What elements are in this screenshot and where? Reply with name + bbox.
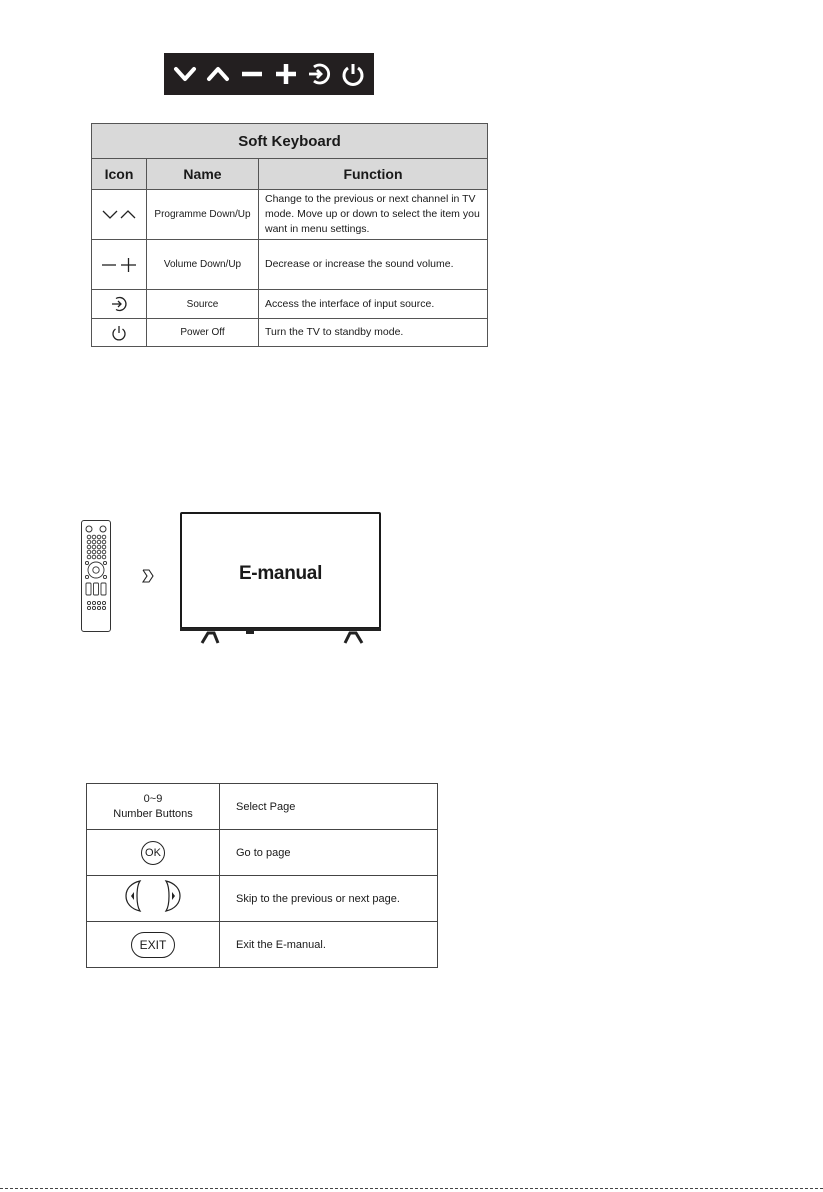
description-cell: Go to page: [220, 830, 438, 876]
ok-button: OK: [141, 841, 165, 865]
icon-cell: [92, 190, 147, 240]
description-cell: Exit the E-manual.: [220, 922, 438, 968]
minus-plus-icon: [101, 257, 137, 273]
table-row: [92, 190, 488, 240]
source-icon[interactable]: [305, 60, 333, 88]
key-cell: [87, 876, 220, 922]
table-caption: Soft Keyboard: [92, 124, 488, 159]
function-cell: Access the interface of input source.: [259, 290, 488, 319]
table-row: [87, 784, 438, 830]
bottom-divider: [0, 1188, 823, 1189]
number-buttons-label: Number Buttons: [113, 807, 193, 820]
tv-stand-icon: [180, 628, 381, 644]
power-icon[interactable]: [339, 60, 367, 88]
right-arrow-button-icon: [163, 879, 183, 913]
function-cell: Change to the previous or next channel in TV mode. Move up or down to select the item you want in menu settings.: [259, 190, 488, 240]
table-row: [92, 290, 488, 319]
column-header-icon: Icon: [92, 159, 147, 190]
name-cell: Volume Down/Up: [147, 240, 259, 290]
function-cell: Decrease or increase the sound volume.: [259, 240, 488, 290]
plus-icon[interactable]: [272, 60, 300, 88]
left-right-arrow-buttons: [123, 879, 183, 913]
column-header-function: Function: [259, 159, 488, 190]
column-header-name: Name: [147, 159, 259, 190]
tv-screen-label: E-manual: [238, 562, 323, 584]
function-cell: Turn the TV to standby mode.: [259, 319, 488, 347]
exit-button: EXIT: [131, 932, 176, 958]
table-row: [92, 319, 488, 347]
table-row: [92, 240, 488, 290]
icon-cell: [92, 319, 147, 347]
soft-key-bar: [164, 53, 374, 95]
power-icon: [110, 324, 128, 342]
source-icon: [110, 295, 128, 313]
arrow-right-icon: [140, 568, 156, 584]
key-cell: [87, 922, 220, 968]
icon-cell: [92, 290, 147, 319]
chevron-down-icon[interactable]: [171, 60, 199, 88]
emanual-key-table: [86, 783, 438, 968]
remote-control-illustration: [81, 520, 111, 632]
chevron-up-icon[interactable]: [204, 60, 232, 88]
number-buttons-range: 0~9: [143, 792, 163, 805]
minus-icon[interactable]: [238, 60, 266, 88]
tv-illustration: [180, 512, 381, 629]
description-cell: Skip to the previous or next page.: [220, 876, 438, 922]
name-cell: Programme Down/Up: [147, 190, 259, 240]
soft-keyboard-table: [91, 123, 488, 347]
table-row: [87, 922, 438, 968]
table-row: [87, 876, 438, 922]
key-cell: [87, 784, 220, 830]
remote-buttons-icon: [82, 521, 110, 631]
icon-cell: [92, 240, 147, 290]
left-arrow-button-icon: [123, 879, 143, 913]
chevron-down-up-icon: [102, 208, 136, 222]
key-cell: [87, 830, 220, 876]
description-cell: Select Page: [220, 784, 438, 830]
name-cell: Power Off: [147, 319, 259, 347]
table-row: [87, 830, 438, 876]
name-cell: Source: [147, 290, 259, 319]
